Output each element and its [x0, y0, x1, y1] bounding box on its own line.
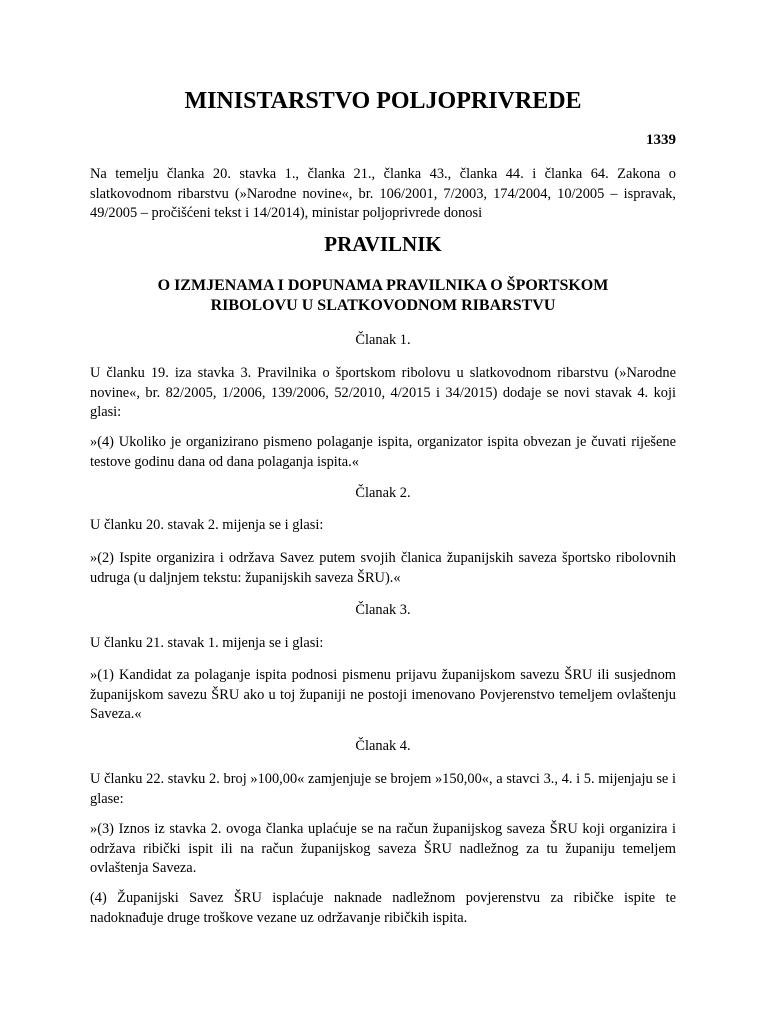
ministry-heading: MINISTARSTVO POLJOPRIVREDE: [184, 88, 582, 114]
article-1-heading: Članak 1.: [355, 332, 411, 348]
subtitle-line-2: RIBOLOVU U SLATKOVODNOM RIBARSTVU: [210, 297, 556, 314]
article-2-paragraph-1: U članku 20. stavak 2. mijenja se i glasi:: [90, 517, 324, 533]
article-3-paragraph-1: U članku 21. stavak 1. mijenja se i glasi:: [90, 635, 324, 651]
article-3-heading: Članak 3.: [355, 602, 411, 618]
article-2-paragraph-2: »(2) Ispite organizira i održava Savez putem svojih članica županijskih saveza športsko ribolovnih udruga (u daljnjem tekstu: županijskih saveza ŠRU).«: [90, 550, 676, 586]
subtitle-line-1: O IZMJENAMA I DOPUNAMA PRAVILNIKA O ŠPORTSKOM: [157, 277, 609, 294]
article-4-paragraph-3: (4) Županijski Savez ŠRU isplaćuje naknade nadležnom povjerenstvu za ribičke ispite te nadoknađuje druge troškove vezane uz održavanje ribičkih ispita.: [90, 890, 676, 926]
document-number: 1339: [646, 132, 676, 148]
article-4-heading: Članak 4.: [355, 738, 411, 754]
article-1-paragraph-2: »(4) Ukoliko je organizirano pismeno polaganje ispita, organizator ispita obvezan je čuvati riješene testove godinu dana od dana polaganja ispita.«: [90, 434, 676, 470]
article-2-heading: Članak 2.: [355, 485, 411, 501]
document-page: [90, 0, 676, 1024]
article-3-paragraph-2: »(1) Kandidat za polaganje ispita podnosi pismenu prijavu županijskom savezu ŠRU ili susjednom županijskom savezu ŠRU ako u toj županiji ne postoji imenovano Povjerenstvo temeljem ovlaštenju Saveza.«: [90, 667, 676, 722]
document-title: PRAVILNIK: [324, 232, 442, 256]
document-subtitle: [90, 276, 676, 316]
article-4-paragraph-2: »(3) Iznos iz stavka 2. ovoga članka uplaćuje se na račun županijskog saveza ŠRU koji organizira i održava ribički ispit ili na račun županijskog saveza ŠRU nadležnog za tu županiju temeljem ovlaštenja Saveza.: [90, 821, 676, 876]
article-1-paragraph-1: U članku 19. iza stavka 3. Pravilnika o športskom ribolovu u slatkovodnom ribarstvu (»Narodne novine«, br. 82/2005, 1/2006, 139/2006, 52/2010, 4/2015 i 34/2015) dodaje se novi stavak 4. koji glasi:: [90, 365, 676, 420]
article-4-paragraph-1: U članku 22. stavku 2. broj »100,00« zamjenjuje se brojem »150,00«, a stavci 3., 4. i 5. mijenjaju se i glase:: [90, 771, 676, 807]
preamble-paragraph: Na temelju članka 20. stavka 1., članka 21., članka 43., članka 44. i članka 64. Zakona o slatkovodnom ribarstvu (»Narodne novine«, br. 106/2001, 7/2003, 174/2004, 10/2005 – ispravak, 49/2005 – pročišćeni tekst i 14/2014), ministar poljoprivrede donosi: [90, 166, 676, 221]
